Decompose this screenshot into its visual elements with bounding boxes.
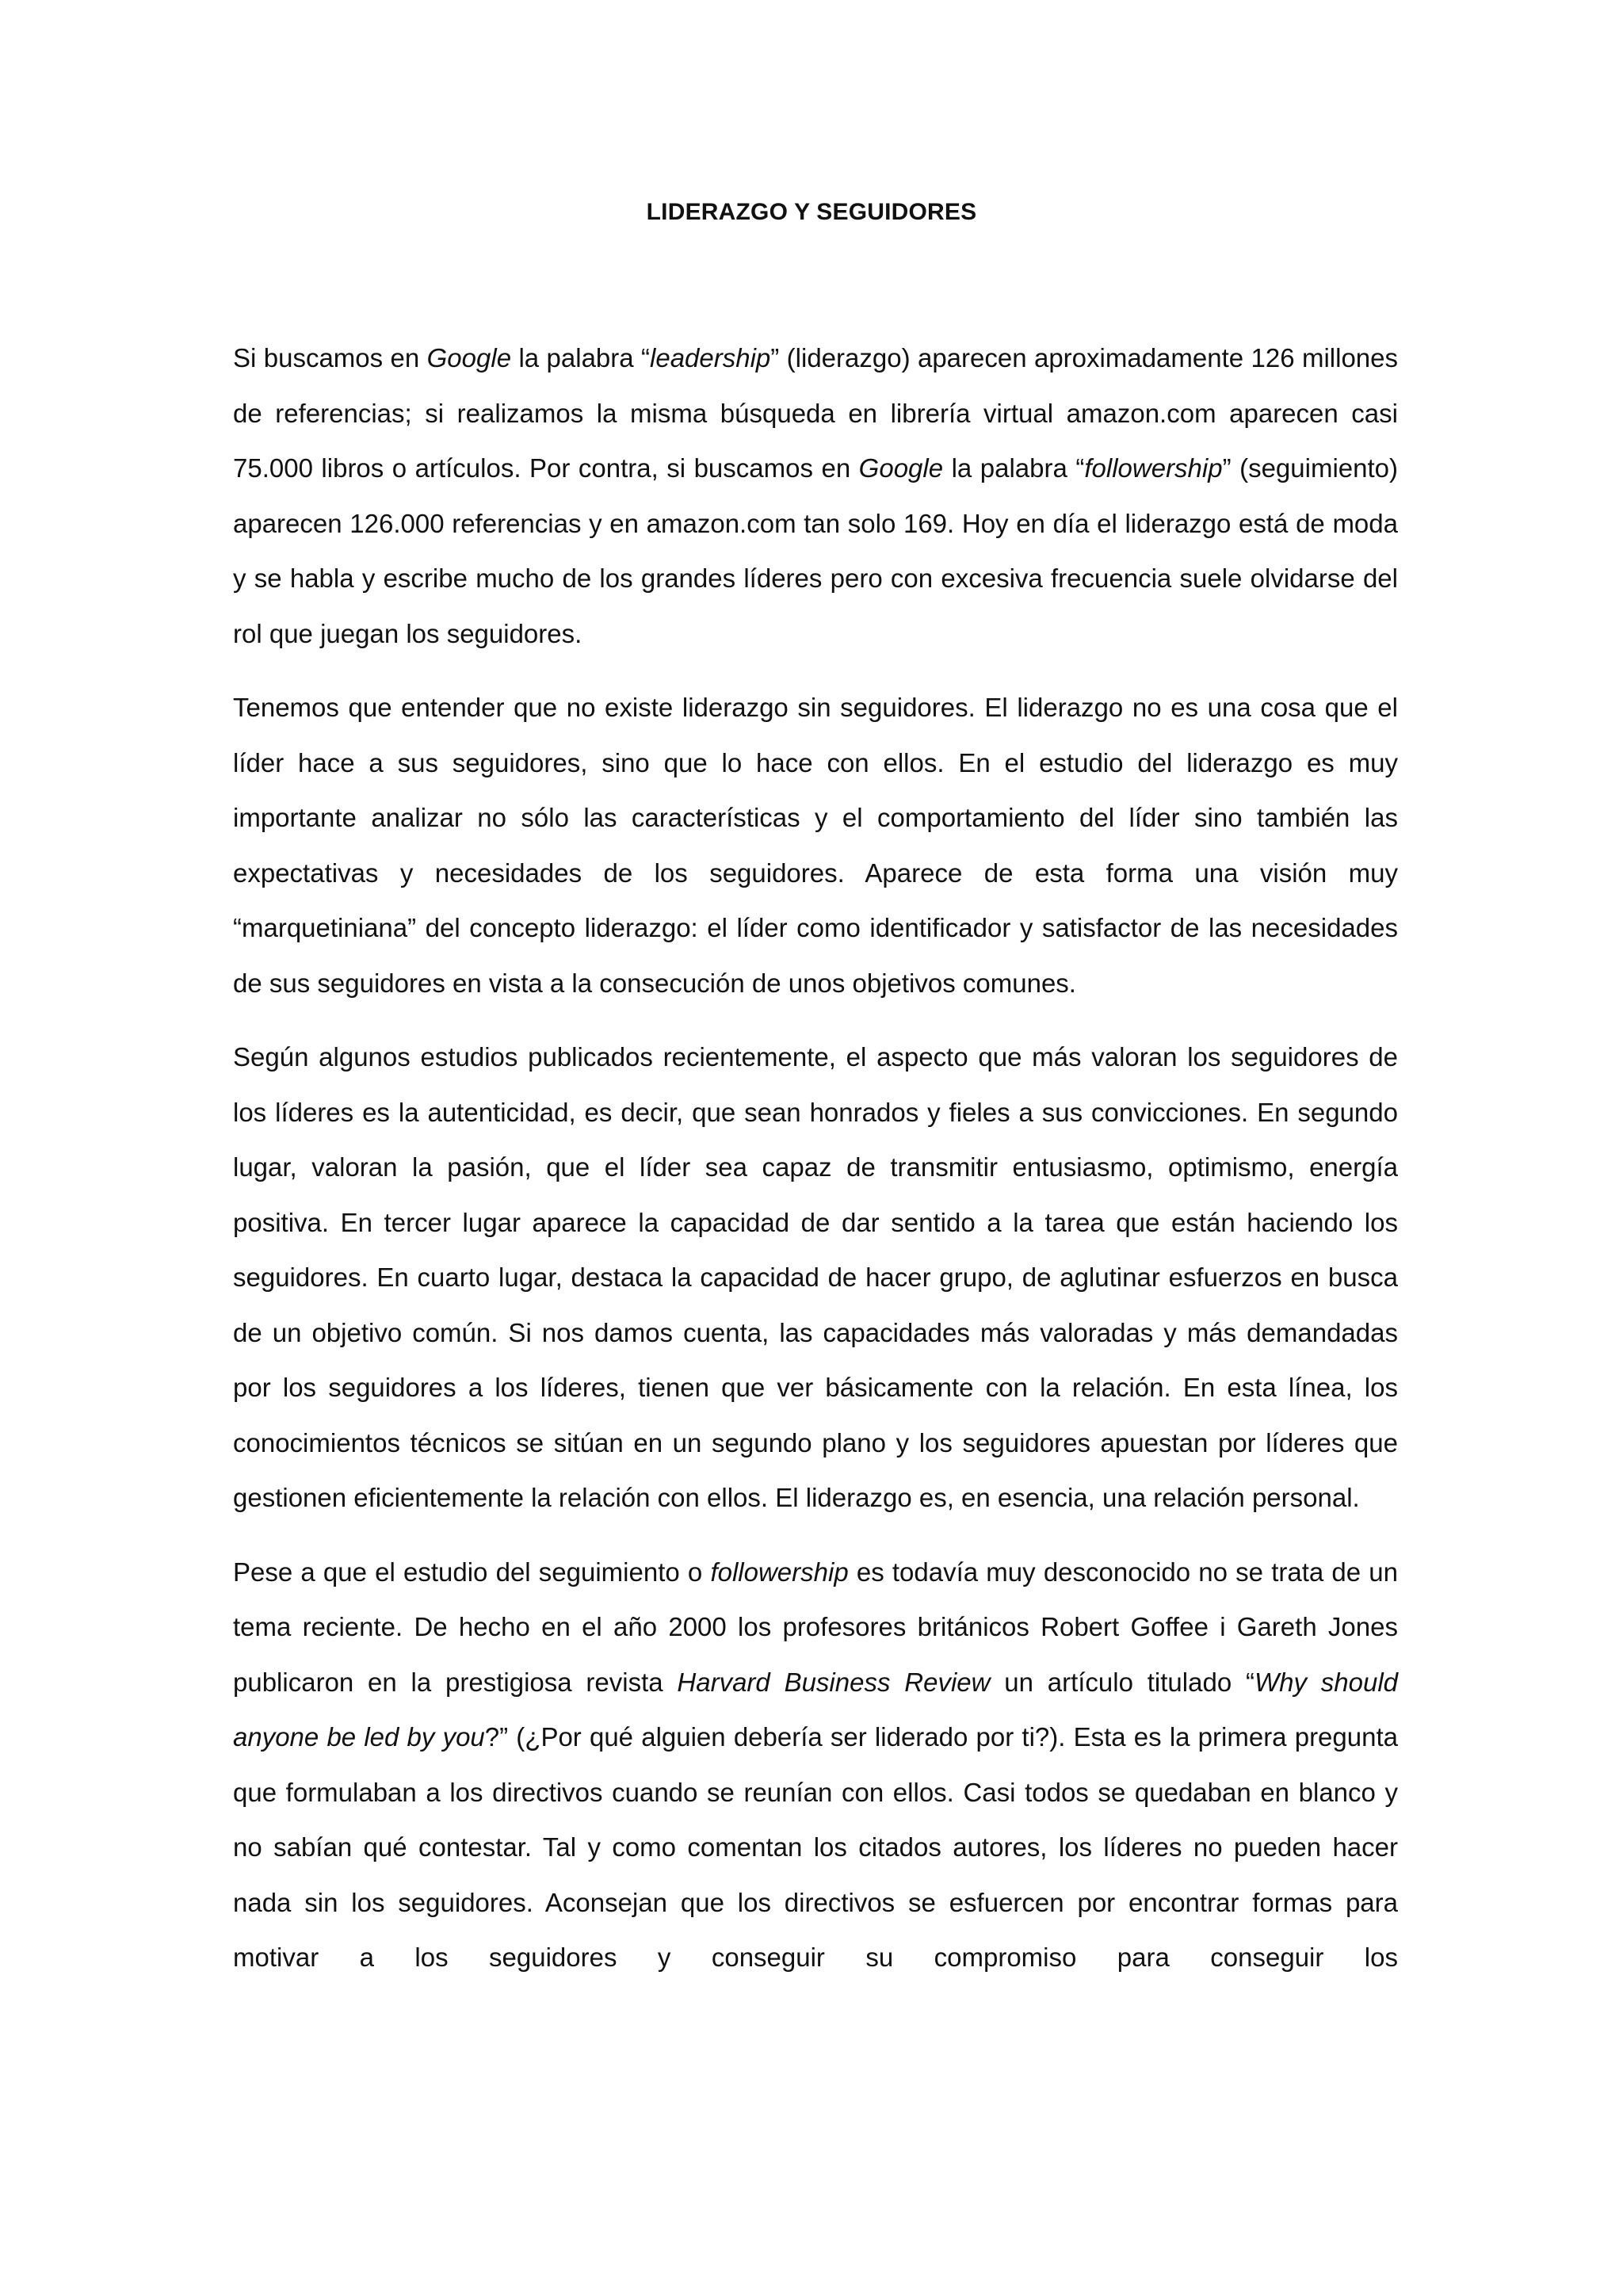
text-run: Si buscamos en [233,343,427,372]
italic-text: leadership [650,343,771,372]
italic-text: followership [1084,453,1223,483]
italic-text: followership [710,1557,849,1587]
text-run: Tenemos que entender que no existe liderazgo sin seguidores. El liderazgo no es una cosa que el líder hace a sus seguidores, sino que lo hace con ellos. En el estudio del liderazgo es muy importante analizar no sólo las características y el comportamiento del líder sino también las expectativas y necesidades de los seguidores. Aparece de esta forma una visión muy “marquetiniana” del concepto liderazgo: el líder como identificador y satisfactor de las necesidades de sus seguidores en vista a la consecución de unos objetivos comunes. [233,693,1398,998]
text-run: Pese a que el estudio del seguimiento o [233,1557,711,1587]
text-run: es todavía muy desconocido no se trata de un tema reciente. De hecho en el año 2000 los profesores británicos Robert Goffee i Gareth Jones publicaron en la prestigiosa revista [233,1557,1398,1697]
text-run: la palabra “ [511,343,651,372]
paragraph-2 [233,680,1398,1010]
italic-text: Google [426,343,512,372]
italic-text: Google [858,453,944,483]
text-run: la palabra “ [943,453,1085,483]
text-run: ?” (¿Por qué alguien debería ser liderado por ti?). Esta es la primera pregunta que formulaban a los directivos cuando se reunían con ellos. Casi todos se quedaban en blanco y no sabían qué contestar. Tal y como comentan los citados autores, los líderes no pueden hacer nada sin los seguidores. Aconsejan que los directivos se esfuercen por encontrar formas para motivar a los seguidores y conseguir su compromiso para conseguir los [233,1722,1398,1972]
text-run: ” (seguimiento) aparecen 126.000 referencias y en amazon.com tan solo 169. Hoy en día el liderazgo está de moda y se habla y escribe mucho de los grandes líderes pero con excesiva frecuencia suele olvidarse del rol que juegan los seguidores. [233,453,1398,648]
text-run: un artículo titulado “ [990,1667,1254,1697]
text-run: Según algunos estudios publicados recientemente, el aspecto que más valoran los seguidores de los líderes es la autenticidad, es decir, que sean honrados y fieles a sus convicciones. En segundo lugar, valoran la pasión, que el líder sea capaz de transmitir entusiasmo, optimismo, energía positiva. En tercer lugar aparece la capacidad de dar sentido a la tarea que están haciendo los seguidores. En cuarto lugar, destaca la capacidad de hacer grupo, de aglutinar esfuerzos en busca de un objetivo común. Si nos damos cuenta, las capacidades más valoradas y más demandadas por los seguidores a los líderes, tienen que ver básicamente con la relación. En esta línea, los conocimientos técnicos se sitúan en un segundo plano y los seguidores apuestan por líderes que gestionen eficientemente la relación con ellos. El liderazgo es, en esencia, una relación personal. [233,1042,1398,1512]
italic-text: Harvard Business Review [677,1667,991,1697]
document-title: LIDERAZGO Y SEGUIDORES [646,199,977,225]
paragraph-4 [233,1545,1398,1985]
paragraph-1 [233,330,1398,661]
text-run: ” (liderazgo) aparecen aproximadamente 126 millones de referencias; si realizamos la misma búsqueda en librería virtual amazon.com aparecen casi 75.000 libros o artículos. Por contra, si buscamos en [233,343,1399,483]
document-body [233,330,1398,2004]
italic-text: Why should anyone be led by you [233,1667,1399,1752]
paragraph-3 [233,1030,1398,1526]
